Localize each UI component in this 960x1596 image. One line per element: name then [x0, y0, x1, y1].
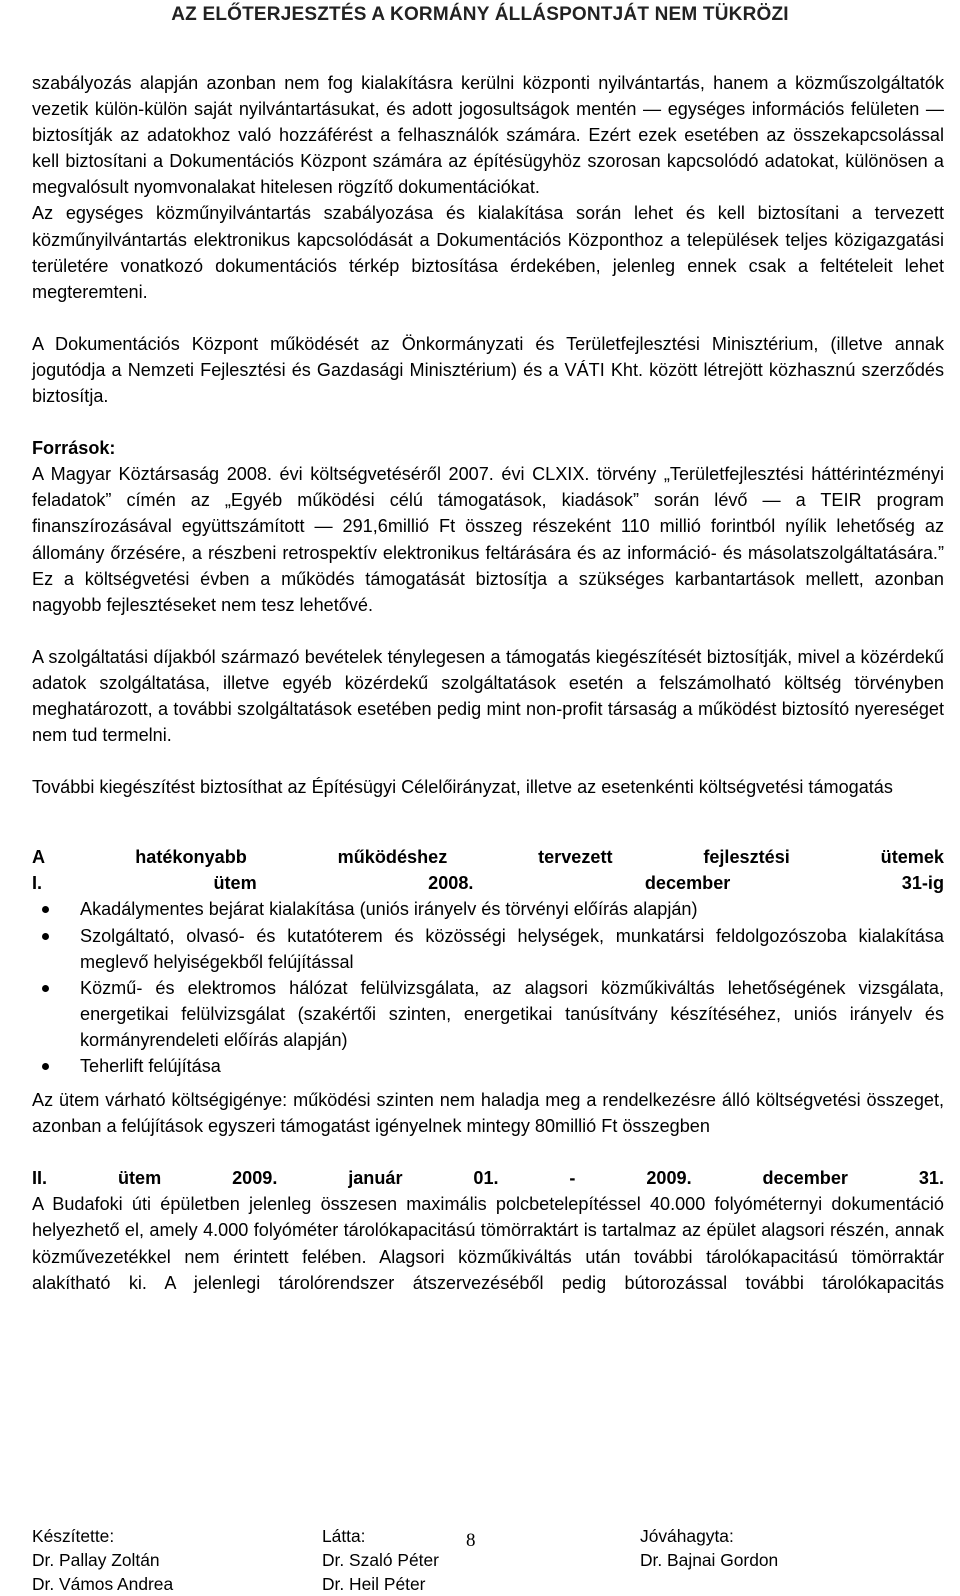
list-item: Szolgáltató, olvasó- és kutatóterem és közösségi helységek, munkatársi feldolgozószoba kialakítása meglevő helyiségekből felújítással	[32, 923, 944, 975]
seen-by-column	[322, 1524, 439, 1596]
paragraph-4: A Magyar Köztársaság 2008. évi költségvetéséről 2007. évi CLXIX. törvény „Területfejlesztési háttérintézményi feladatok” címén az „Egyéb működési célú támogatások, kiadások” során lévő — a TEIR program finanszírozásával együttszámított — 291,6millió Ft összeg részeként 110 millió forintból nyílik lehetőség az állomány őrzésére, a részbeni retrospektív elektronikus feltárására és az információ- és másolatszolgáltatására.” Ez a költségvetési évben a működés támogatását biztosítja a szükséges karbantartások mellett, azonban nagyobb fejlesztéseket nem tesz lehetővé.	[32, 464, 944, 615]
approved-by-column	[640, 1524, 778, 1572]
list-item: Közmű- és elektromos hálózat felülvizsgálata, az alagsori közműkiváltás lehetőségének vizsgálata, energetikai felülvizsgálat (szakértői szinten, energetikai tanúsítvány készítéséhez, uniós irányelv és kormányrendeleti előírás alapján)	[32, 975, 944, 1053]
list-item: Akadálymentes bejárat kialakítása (uniós irányelv és törvényi előírás alapján)	[32, 896, 944, 922]
phase-1-list	[32, 896, 944, 1079]
approved-by-name-1: Dr. Bajnai Gordon	[640, 1550, 779, 1570]
page-number: 8	[466, 1530, 476, 1551]
seen-by-name-1: Dr. Szaló Péter	[322, 1550, 439, 1570]
prepared-by-column	[32, 1524, 173, 1596]
approved-by-label: Jóváhagyta:	[640, 1526, 734, 1546]
sources-heading: Források:	[32, 438, 116, 459]
paragraph-5: A szolgáltatási díjakból származó bevételek ténylegesen a támogatás kiegészítését biztosítják, mivel a közérdekű adatok szolgáltatása, illetve egyéb közérdekű szolgáltatások esetén a felszámolható költség törvényben meghatározott, a további szolgáltatások esetében pedig mint non-profit társaság a működést biztosító nyereséget nem tud termelni.	[32, 646, 944, 746]
phase-1-heading: I. ütem 2008. december 31-ig	[32, 873, 944, 894]
development-heading: A hatékonyabb működéshez tervezett fejlesztési ütemek	[32, 847, 944, 868]
paragraph-3: A Dokumentációs Központ működését az Önkormányzati és Területfejlesztési Minisztérium, (illetve annak jogutódja a Nemzeti Fejlesztési és Gazdasági Minisztérium) és a VÁTI Kht. között létrejött közhasznú szerződés biztosítja.	[32, 333, 944, 407]
seen-by-name-2: Dr. Heil Péter	[322, 1574, 426, 1594]
paragraph-7: Az ütem várható költségigénye: működési szinten nem haladja meg a rendelkezésre álló költségvetési összeget, azonban a felújítások egyszeri támogatást igényelnek mintegy 80millió Ft összegben	[32, 1090, 944, 1137]
paragraph-1: szabályozás alapján azonban nem fog kialakításra kerülni központi nyilvántartás, hanem a közműszolgáltatók vezetik külön-külön saját nyilvántartásukat, és adott jogosultságok mentén — egységes információs felületen — biztosítják az adatokhoz való hozzáférést a felhasználók számára. Ezért ezek esetében az összekapcsolással kell biztosítani a Dokumentációs Központ számára az építésügyhöz szorosan kapcsolódó adatokat, különösen a megvalósult nyomvonalakat hitelesen rögzítő dokumentációkat.	[32, 73, 944, 198]
prepared-by-name-1: Dr. Pallay Zoltán	[32, 1550, 160, 1570]
paragraph-8: A Budafoki úti épületben jelenleg összesen maximális polcbetelepítéssel 40.000 folyóméternyi dokumentáció helyezhető el, amely 4.000 folyóméter tárolókapacitású tömörraktárt is tartalmaz az épület alagsori részén, annak közművezetékkel nem érintett felében. Alagsori közműkiváltás után további tárolókapacitású tömörraktár alakítható ki. A jelenlegi tárolórendszer átszervezéséből pedig bútorozással további tárolókapacitás	[32, 1194, 944, 1293]
page-header: AZ ELŐTERJESZTÉS A KORMÁNY ÁLLÁSPONTJÁT NEM TÜKRÖZI	[171, 4, 789, 25]
paragraph-2: Az egységes közműnyilvántartás szabályozása és kialakítása során lehet és kell biztosítani a tervezett közműnyilvántartás elektronikus kapcsolódását a Dokumentációs Központhoz a települések teljes közigazgatási területére vonatkozó dokumentációs térkép biztosítása érdekében, jelenleg ennek csak a feltételeit lehet megteremteni.	[32, 203, 944, 302]
prepared-by-label: Készítette:	[32, 1526, 115, 1546]
list-item: Teherlift felújítása	[32, 1053, 944, 1079]
paragraph-6: További kiegészítést biztosíthat az Építésügyi Célelőirányzat, illetve az esetenkénti költségvetési támogatás	[32, 777, 893, 798]
seen-by-label: Látta:	[322, 1526, 366, 1546]
document-body	[32, 70, 944, 1296]
prepared-by-name-2: Dr. Vámos Andrea	[32, 1574, 174, 1594]
phase-2-heading: II. ütem 2009. január 01. - 2009. december 31.	[32, 1168, 944, 1189]
